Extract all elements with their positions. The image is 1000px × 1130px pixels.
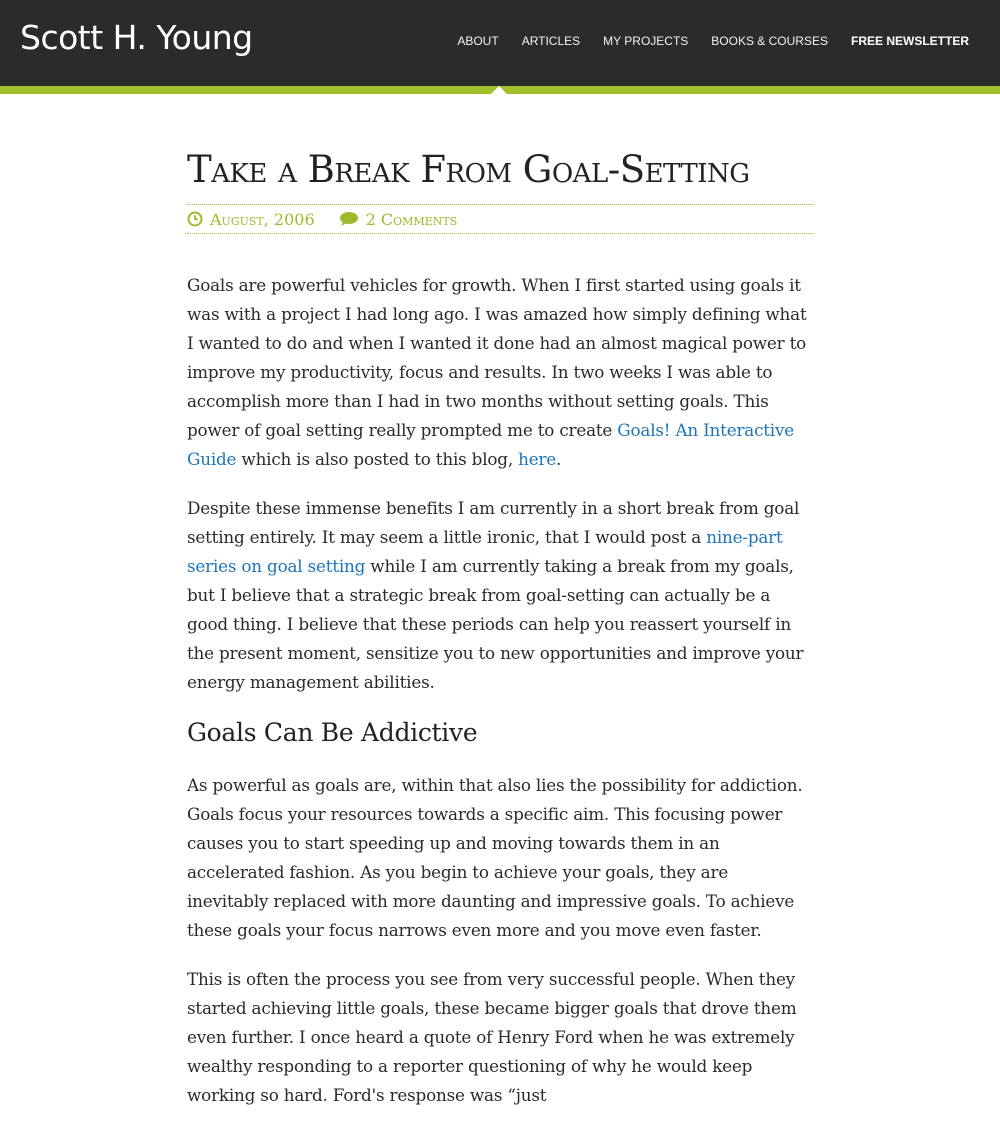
main-nav bbox=[434, 34, 969, 48]
goal-series-link[interactable]: nine-part series on goal setting bbox=[187, 527, 783, 576]
site-header bbox=[0, 0, 1000, 86]
site-logo[interactable]: Scott H. Young bbox=[20, 18, 253, 57]
nav-my-projects[interactable]: MY PROJECTS bbox=[603, 34, 689, 48]
post-meta bbox=[187, 204, 813, 234]
paragraph-2 bbox=[187, 494, 813, 697]
nav-books-courses[interactable]: BOOKS & COURSES bbox=[711, 34, 828, 48]
here-link[interactable]: here bbox=[518, 449, 556, 469]
nav-indicator-notch bbox=[491, 86, 507, 94]
clock-icon bbox=[187, 211, 203, 227]
post-date bbox=[187, 210, 315, 229]
paragraph-2-text-b: while I am currently taking a break from my goals, but I believe that a strategic break from goal-setting can actually be a good thing. I believe that these periods can help you reassert yourself in the present moment, sensitize you to new opportunities and improve your energy management abilities. bbox=[187, 556, 804, 692]
paragraph-2-text-a: Despite these immense benefits I am currently in a short break from goal setting entirely. It may seem a little ironic, that I would post a bbox=[187, 498, 800, 547]
paragraph-3: As powerful as goals are, within that also lies the possibility for addiction. Goals focus your resources towards a specific aim. This focusing power causes you to start speeding up and moving towards them in an accelerated fashion. As you begin to achieve your goals, they are inevitably replaced with more daunting and impressive goals. To achieve these goals your focus narrows even more and you move even faster. bbox=[187, 775, 803, 940]
section-heading: Goals Can Be Addictive bbox=[187, 718, 478, 747]
paragraph-1-text-b: which is also posted to this blog, bbox=[236, 449, 519, 469]
comments-link[interactable]: 2 Comments bbox=[365, 209, 458, 229]
post-comments[interactable] bbox=[339, 210, 458, 229]
paragraph-4: This is often the process you see from very successful people. When they started achieving little goals, these became bigger goals that drove them even further. I once heard a quote of Henry Ford when he was extremely wealthy responding to a reporter questioning of why he would keep working so hard. Ford's response was “just bbox=[187, 969, 797, 1105]
paragraph-1 bbox=[187, 271, 813, 474]
paragraph-1-text-c: . bbox=[556, 449, 562, 469]
paragraph-1-text-a: Goals are powerful vehicles for growth. When I first started using goals it was with a project I had long ago. I was amazed how simply defining what I wanted to do and when I wanted it done had an almost magical power to improve my productivity, focus and results. In two weeks I was able to accomplish more than I had in two months without setting goals. This power of goal setting really prompted me to create bbox=[187, 275, 807, 440]
nav-about[interactable]: ABOUT bbox=[457, 34, 499, 48]
comment-icon bbox=[339, 211, 359, 227]
post-article bbox=[187, 148, 813, 1130]
nav-articles[interactable]: ARTICLES bbox=[521, 34, 581, 48]
post-date-text: August, 2006 bbox=[210, 209, 315, 229]
nav-free-newsletter[interactable]: FREE NEWSLETTER bbox=[850, 34, 969, 48]
post-title: Take a Break From Goal-Setting bbox=[187, 148, 750, 191]
goals-guide-link[interactable]: Goals! An Interactive Guide bbox=[187, 420, 794, 469]
